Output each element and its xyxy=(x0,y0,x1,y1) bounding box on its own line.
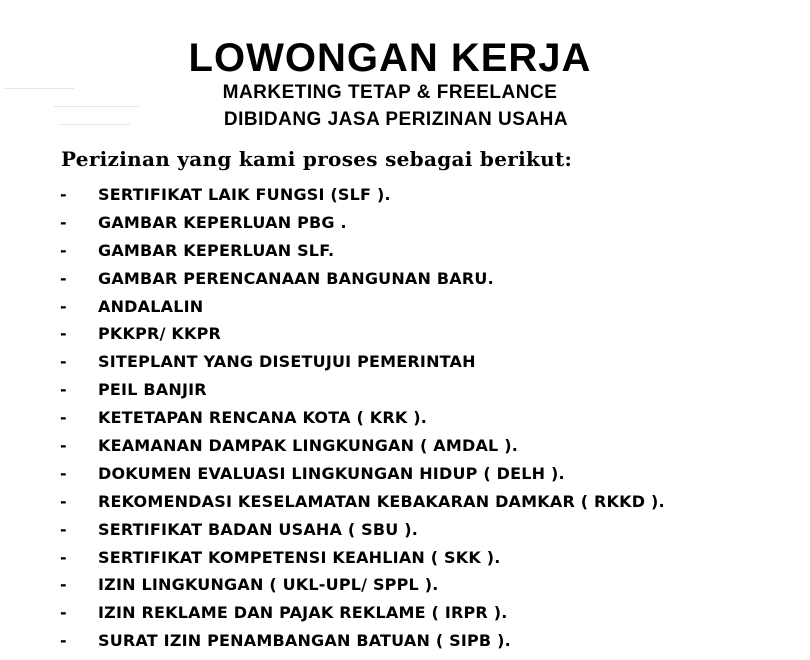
list-item-text: GAMBAR KEPERLUAN SLF. xyxy=(98,240,335,260)
list-item-text: SURAT IZIN PENAMBANGAN BATUAN ( SIPB ). xyxy=(98,631,511,651)
bullet-dash: - xyxy=(60,268,67,288)
bullet-dash: - xyxy=(60,463,67,483)
list-item xyxy=(0,627,780,655)
bullet-dash: - xyxy=(60,603,67,623)
list-item xyxy=(0,237,780,265)
list-item xyxy=(0,460,780,488)
list-item xyxy=(0,181,780,209)
list-item xyxy=(0,516,780,544)
permit-list xyxy=(0,181,780,655)
list-item-text: DOKUMEN EVALUASI LINGKUNGAN HIDUP ( DELH ). xyxy=(98,463,565,483)
page-title: LOWONGAN KERJA xyxy=(188,36,592,80)
list-item-text: REKOMENDASI KESELAMATAN KEBAKARAN DAMKAR ( RKKD ). xyxy=(98,491,665,511)
bullet-dash: - xyxy=(60,324,67,344)
bullet-dash: - xyxy=(60,212,67,232)
list-item xyxy=(0,265,780,293)
list-item-text: ANDALALIN xyxy=(98,296,204,316)
list-item-text: SERTIFIKAT LAIK FUNGSI (SLF ). xyxy=(98,185,391,204)
intro-text: Perizinan yang kami proses sebagai berikut: xyxy=(61,147,573,171)
bullet-dash: - xyxy=(60,408,67,428)
list-item xyxy=(0,488,780,516)
bullet-dash: - xyxy=(60,185,67,204)
list-item-text: GAMBAR KEPERLUAN PBG . xyxy=(98,212,347,232)
bullet-dash: - xyxy=(60,575,67,595)
list-item xyxy=(0,544,780,572)
bullet-dash: - xyxy=(60,352,67,372)
subtitle-line-2: DIBIDANG JASA PERIZINAN USAHA xyxy=(223,109,569,130)
list-item xyxy=(0,571,780,599)
bullet-dash: - xyxy=(60,380,67,400)
list-item xyxy=(0,320,780,348)
list-item xyxy=(0,599,780,627)
list-item xyxy=(0,209,780,237)
list-item-text: SERTIFIKAT BADAN USAHA ( SBU ). xyxy=(98,519,419,539)
bullet-dash: - xyxy=(60,491,67,511)
list-item-text: SITEPLANT YANG DISETUJUI PEMERINTAH xyxy=(98,352,476,372)
bullet-dash: - xyxy=(60,519,67,539)
list-item xyxy=(0,376,780,404)
list-item-text: IZIN LINGKUNGAN ( UKL-UPL/ SPPL ). xyxy=(98,575,439,595)
list-item-text: SERTIFIKAT KOMPETENSI KEAHLIAN ( SKK ). xyxy=(98,547,501,567)
list-item-text: KETETAPAN RENCANA KOTA ( KRK ). xyxy=(98,408,428,428)
list-item xyxy=(0,293,780,321)
list-item-text: GAMBAR PERENCANAAN BANGUNAN BARU. xyxy=(98,268,494,288)
bullet-dash: - xyxy=(60,436,67,456)
bullet-dash: - xyxy=(60,296,67,316)
list-item xyxy=(0,404,780,432)
list-item-text: KEAMANAN DAMPAK LINGKUNGAN ( AMDAL ). xyxy=(98,436,519,456)
list-item-text: IZIN REKLAME DAN PAJAK REKLAME ( IRPR ). xyxy=(98,603,508,623)
list-item xyxy=(0,348,780,376)
list-item-text: PEIL BANJIR xyxy=(98,380,207,400)
subtitle-line-1: MARKETING TETAP & FREELANCE xyxy=(222,82,558,103)
list-item xyxy=(0,432,780,460)
bullet-dash: - xyxy=(60,631,67,651)
list-item-text: PKKPR/ KKPR xyxy=(98,324,222,344)
bullet-dash: - xyxy=(60,240,67,260)
bullet-dash: - xyxy=(60,547,67,567)
